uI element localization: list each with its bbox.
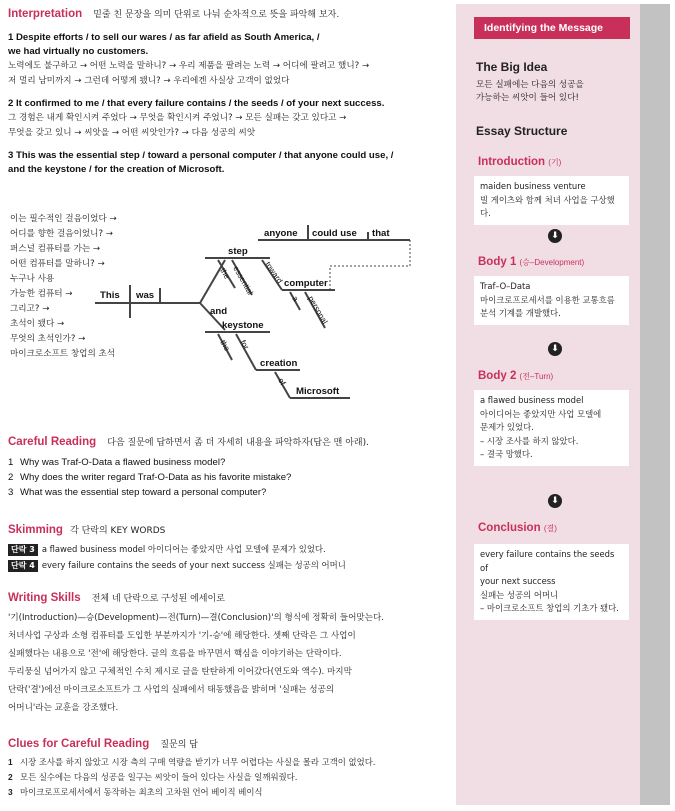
big-idea-text: 모든 실패에는 다음의 성공을 가능하는 씨앗이 들어 있다!: [476, 80, 584, 103]
diagram-word: and: [210, 306, 228, 317]
sentence-1: [8, 31, 448, 89]
diagram-kor-line: 퍼스널 컴퓨터를 가는 →: [10, 244, 101, 254]
diagram-kor-line: 어디를 향한 걸음이었니? →: [10, 229, 113, 239]
sentence-1-kor-2: 저 멀리 남미까지 → 그런데 어떻게 됐니? → 우리에겐 사실상 고객이 없었다: [8, 76, 290, 86]
diagram-word: essential: [231, 264, 255, 297]
body1-card: Traf–O–Data 마이크로프로세서를 이용한 교통흐름 분석 기계를 개발했다.: [474, 276, 629, 325]
keyword-item: 단락 3 a flawed business model 아이디어는 좋았지만 사업 모델에 문제가 있었다.: [8, 541, 448, 557]
clue-item: 3 마이크로프로세서에서 동작하는 최초의 고차원 언어 베이직 베이식: [8, 787, 263, 797]
down-arrow-icon: ⬇: [548, 342, 562, 356]
question-item: 3 What was the essential step toward a personal computer?: [8, 487, 267, 498]
side-tab-bar: [640, 4, 670, 805]
diagram-kor-line: 이는 필수적인 걸음이었다 →: [10, 214, 117, 224]
question-item: 2 Why does the writer regard Traf-O-Data as his favorite mistake?: [8, 472, 292, 483]
interpretation-intro: 밑줄 친 문장을 의미 단위로 나눠 순차적으로 뜻을 파악해 보자.: [93, 10, 340, 20]
intro-part-title: Introduction (기): [478, 156, 562, 168]
diagram-kor-line: 마이크로소프트 창업의 초석: [10, 349, 116, 359]
writing-skills-body: '기(Introduction)—승(Development)—전(Turn)—결(Conclusion)'의 형식에 정확히 들어맞는다. 처녀사업 구상과 소형 컴퓨터를 도입한 부분까지가 '기-승'에 해당한다. 셋째 단락은 그 사업이 실패했다는 내용으로 '전'에 해당한다. 글의 흐름을 바꾸면서 핵심을 이야기하는 단락이다. 두리뭉실 넘어가지 않고 구체적인 수치 제시로 글을 탄탄하게 이어갔다(연도와 액수). 마지막 단락('결')에선 마이크로소프트가 그 사업의 실패에서 태동했음을 밝히며 '실패는 성공의 어머니'라는 교훈을 강조했다.: [8, 613, 385, 713]
big-idea-title: The Big Idea: [476, 60, 548, 74]
skimming-title: Skimming: [8, 524, 63, 536]
diagram-word: Microsoft: [296, 386, 340, 397]
diagram-kor-line: 가능한 컴퓨터 →: [10, 289, 73, 299]
essay-structure-title: Essay Structure: [476, 124, 568, 138]
diagram-word: the: [218, 266, 232, 281]
diagram-word: was: [136, 290, 155, 301]
clue-item: 1 시장 조사를 하지 않았고 시장 측의 구매 역량을 받기가 너무 어렵다는 사실을 몰라 고객이 없었다.: [8, 757, 376, 767]
diagram-word: the: [218, 338, 232, 353]
interpretation-header: [8, 4, 448, 23]
sentence-2-kor-2: 무엇을 갖고 있니 → 씨앗을 → 어떤 씨앗인가? → 다음 성공의 씨앗: [8, 128, 256, 138]
skimming-section: [8, 520, 448, 573]
diagram-word: could use: [312, 228, 357, 239]
diagram-word: keystone: [222, 320, 264, 331]
writing-skills-section: [8, 588, 448, 717]
diagram-word: a: [290, 294, 301, 303]
careful-reading-intro: 다음 질문에 답하면서 좀 더 자세히 내용을 파악하자(답은 맨 아래).: [107, 438, 369, 448]
diagram-kor-line: 그리고? →: [10, 304, 50, 314]
clues-intro: 질문의 답: [160, 740, 198, 750]
panel-header: Identifying the Message: [474, 17, 630, 39]
sentence-3: [8, 149, 448, 177]
interpretation-title: Interpretation: [8, 8, 83, 20]
diagram-word: of: [276, 376, 288, 387]
skimming-intro: 각 단락의 KEY WORDS: [70, 526, 166, 536]
body2-part-title: Body 2 (전–Turn): [478, 370, 554, 382]
writing-skills-title: Writing Skills: [8, 592, 81, 604]
clues-section: [8, 734, 448, 800]
question-item: 1 Why was Traf-O-Data a flawed business model?: [8, 457, 226, 468]
sentence-1-kor-1: 노력에도 불구하고 → 어떤 노력을 말하니? → 우리 제품을 팔려는 노력 → 어디에 팔려고 했니? →: [8, 61, 370, 71]
diagram-word: computer: [284, 278, 328, 289]
diagram-word: This: [100, 290, 120, 301]
body2-card: a flawed business model 아이디어는 좋았지만 사업 모델에 문제가 있었다. – 시장 조사를 하지 않았다. – 결국 망했다.: [474, 390, 629, 466]
down-arrow-icon: ⬇: [548, 229, 562, 243]
main-column: [8, 4, 448, 177]
sentence-3-eng-1: 3 This was the essential step / toward a personal computer / that anyone could use, /: [8, 150, 394, 161]
diagram-word: step: [228, 246, 248, 257]
careful-reading-title: Careful Reading: [8, 436, 97, 448]
diagram-word: personal: [306, 294, 330, 326]
down-arrow-icon: ⬇: [548, 494, 562, 508]
sentence-diagram: [0, 210, 450, 410]
intro-card: maiden business venture 빌 게이츠와 함께 처녀 사업을 구상했다.: [474, 176, 629, 225]
sentence-2: [8, 97, 448, 141]
sentence-2-kor-1: 그 경험은 내게 확인시켜 주었다 → 무엇을 확인시켜 주었니? → 모든 실패는 갖고 있다고 →: [8, 113, 347, 123]
diagram-kor-line: 어떤 컴퓨터를 말하니? →: [10, 259, 105, 269]
careful-reading-section: [8, 432, 448, 500]
diagram-kor-line: 초석이 됐다 →: [10, 319, 65, 329]
diagram-word: creation: [260, 358, 298, 369]
sentence-1-eng-2: we had virtually no customers.: [8, 46, 149, 57]
diagram-kor-line: 누구나 사용: [10, 274, 55, 284]
diagram-word: toward: [263, 260, 285, 286]
message-panel: [456, 4, 640, 805]
conclusion-card: every failure contains the seeds of your next success 실패는 성공의 어머니 – 마이크로소프트 창업의 기초가 됐다.: [474, 544, 629, 620]
diagram-word: that: [372, 228, 390, 239]
keyword-item: 단락 4 every failure contains the seeds of your next success 실패는 성공의 어머니: [8, 557, 448, 573]
body1-part-title: Body 1 (승–Development): [478, 256, 585, 268]
sentence-1-eng-1: 1 Despite efforts / to sell our wares / as far afield as South America, /: [8, 32, 320, 43]
clues-title: Clues for Careful Reading: [8, 738, 150, 750]
clue-item: 2 모든 실수에는 다음의 성공을 일구는 씨앗이 들어 있다는 사실을 일깨워줬다.: [8, 772, 298, 782]
writing-skills-intro: 전체 네 단락으로 구성된 에세이로: [91, 594, 225, 604]
diagram-kor-line: 무엇의 초석인가? →: [10, 334, 86, 344]
conclusion-part-title: Conclusion (결): [478, 522, 557, 534]
sentence-2-eng-1: 2 It confirmed to me / that every failure contains / the seeds / of your next success.: [8, 98, 385, 109]
diagram-word: for: [238, 338, 251, 352]
diagram-word: anyone: [264, 228, 298, 239]
sentence-3-eng-2: and the keystone / for the creation of Microsoft.: [8, 164, 225, 175]
